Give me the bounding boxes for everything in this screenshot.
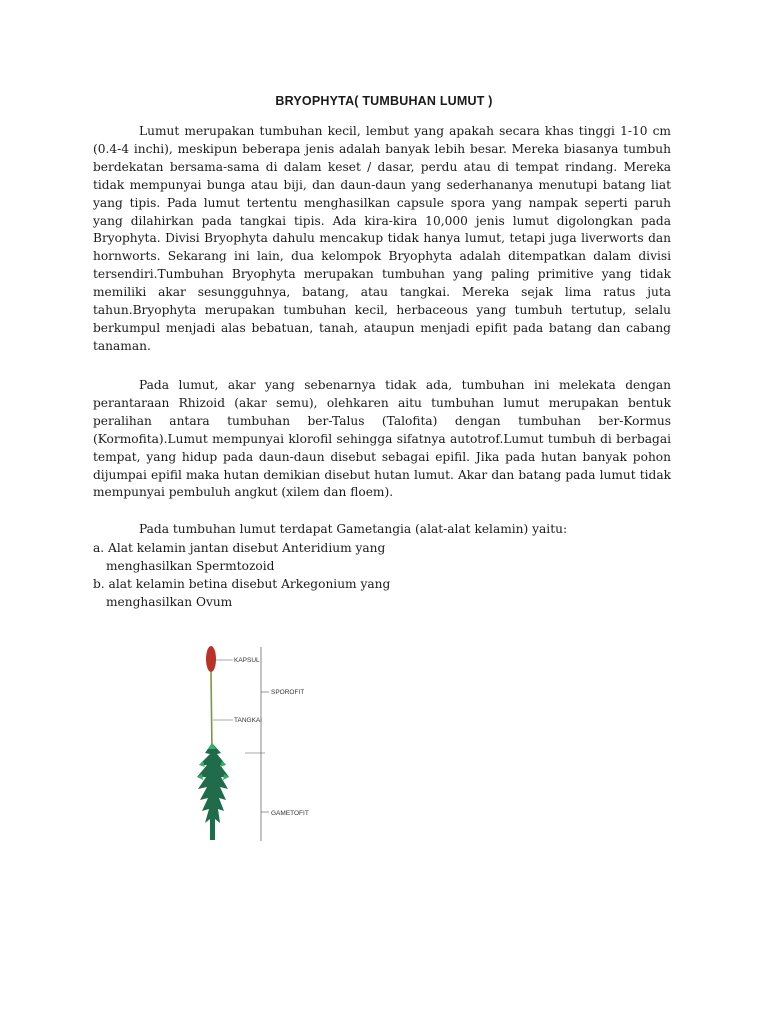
- paragraph-1: Lumut merupakan tumbuhan kecil, lembut yang apakah secara khas tinggi 1-10 cm (0.4-4 inchi), meskipun beberapa jenis adalah banyak lebih besar. Mereka biasanya tumbuh berdekatan bersama-sama di dalam keset / dasar, perdu atau di tempat rindang. Mereka tidak mempunyai bunga atau biji, dan daun-daun yang sederhananya menutupi batang liat yang tipis. Pada lumut tertentu menghasilkan capsule spora yang nampak seperti paruh yang dilahirkan pada tangkai tipis. Ada kira-kira 10,000 jenis lumut digolongkan pada Bryophyta. Divisi Bryophyta dahulu mencakup tidak hanya lumut, tetapi juga liverworts dan hornworts. Sekarang ini lain, dua kelompok Bryophyta adalah ditempatkan dalam divisi tersendiri.Tumbuhan Bryophyta merupakan tumbuhan yang paling primitive yang tidak memiliki akar sesungguhnya, batang, atau tangkai. Mereka sejak lima ratus juta tahun.Bryophyta merupakan tumbuhan kecil, herbaceous yang tumbuh tertutup, selalu berkumpul menjadi alas bebatuan, tanah, ataupun menjadi epifit pada batang dan cabang tanaman.: [93, 124, 671, 353]
- paragraph-2: Pada lumut, akar yang sebenarnya tidak ada, tumbuhan ini melekata dengan perantaraan Rhizoid (akar semu), olehkaren aitu tumbuhan lumut merupakan bentuk peralihan antara tumbuhan ber-Talus (Talofita) dengan tumbuhan ber-Kormus (Kormofita).Lumut mempunyai klorofil sehingga sifatnya autotrof.Lumut tumbuh di berbagai tempat, yang hidup pada daun-daun disebut sebagai epifil. Jika pada hutan banyak pohon dijumpai epifil maka hutan demikian disebut hutan lumut. Akar dan batang pada lumut tidak mempunyai pembuluh angkut (xilem dan floem).: [93, 378, 671, 500]
- list-item-continuation: menghasilkan Spermtozoid: [106, 558, 275, 573]
- sporofit-label: SPOROFIT: [271, 689, 305, 696]
- list-item: [93, 540, 653, 576]
- list-item-line: a. Alat kelamin jantan disebut Anteridium yang: [93, 541, 386, 555]
- kapsul-label: KAPSUL: [234, 657, 260, 664]
- gametophyte-leaves: [197, 743, 229, 840]
- tangkai-label: TANGKAI: [234, 717, 263, 724]
- document-title: BRYOPHYTA( TUMBUHAN LUMUT ): [275, 94, 493, 108]
- paragraph-3: Pada tumbuhan lumut terdapat Gametangia (alat-alat kelamin) yaitu:: [139, 522, 568, 536]
- capsule-shape: [206, 646, 216, 672]
- moss-diagram: [185, 635, 325, 850]
- list-item: [93, 576, 653, 612]
- gametangia-list: [93, 540, 653, 612]
- gametofit-label: GAMETOFIT: [271, 810, 309, 817]
- stalk-shape: [211, 672, 212, 753]
- list-item-line: b. alat kelamin betina disebut Arkegonium yang: [93, 576, 391, 591]
- list-item-continuation: menghasilkan Ovum: [106, 594, 233, 609]
